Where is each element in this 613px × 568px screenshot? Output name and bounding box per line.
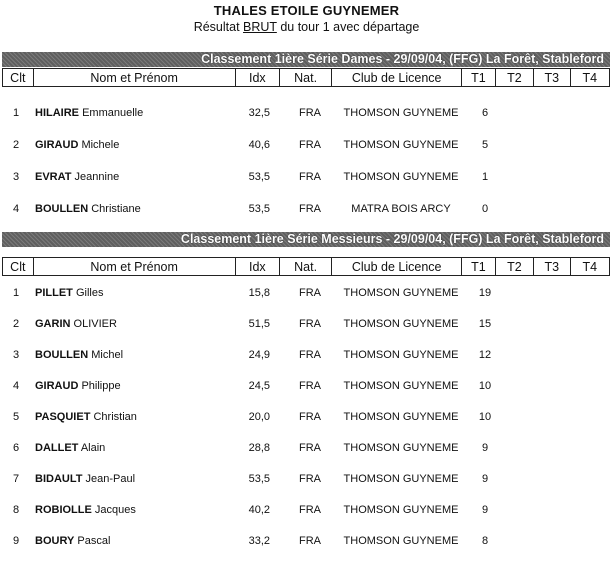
first-name: Christiane [91,203,141,215]
col-nat: Nat. [279,258,331,276]
subtitle-suffix: du tour 1 avec départage [276,20,420,34]
rank: 4 [12,203,20,215]
player-name [35,535,235,547]
table-row [0,380,613,410]
table-row [0,318,613,348]
index: 51,5 [248,318,270,330]
rank: 7 [12,473,20,485]
nationality: FRA [299,287,321,299]
table-row [0,473,613,503]
nationality: FRA [299,535,321,547]
table-row [0,287,613,317]
col-clt: Clt [3,69,34,87]
club: THOMSON GUYNEME [343,380,459,392]
index: 24,5 [248,380,270,392]
nationality: FRA [299,349,321,361]
t1-score: 6 [481,107,489,119]
last-name: BOURY [35,535,75,547]
nationality: FRA [299,473,321,485]
page-title: THALES ETOILE GUYNEMER [213,3,400,18]
nationality: FRA [299,504,321,516]
t1-score: 0 [481,203,489,215]
rank: 2 [12,318,20,330]
player-name [35,318,235,330]
first-name: Michel [91,349,124,361]
index: 33,2 [248,535,270,547]
table-row [0,535,613,565]
t1-score: 5 [481,139,489,151]
col-nat: Nat. [279,69,331,87]
club: THOMSON GUYNEME [343,318,459,330]
col-t4: T4 [570,258,609,276]
t1-score: 1 [481,171,489,183]
col-t3: T3 [534,258,570,276]
nationality: FRA [299,203,321,215]
index: 24,9 [248,349,270,361]
col-club: Club de Licence [332,69,462,87]
player-name [35,411,235,423]
col-clt: Clt [3,258,34,276]
rank: 1 [12,287,20,299]
first-name: Alain [80,442,106,454]
index: 20,0 [248,411,270,423]
last-name: BOULLEN [35,203,89,215]
player-name [35,504,235,516]
last-name: PILLET [35,287,73,299]
index: 28,8 [248,442,270,454]
t1-score: 10 [478,380,492,392]
col-club: Club de Licence [332,258,462,276]
index: 53,5 [248,473,270,485]
player-name [35,203,235,215]
last-name: HILAIRE [35,107,79,119]
player-name [35,380,235,392]
dames-banner: Classement 1ière Série Dames - 29/09/04, (FFG) La Forêt, Stableford [2,52,610,67]
first-name: Jeannine [74,171,120,183]
last-name: GIRAUD [35,139,79,151]
club: THOMSON GUYNEME [343,349,459,361]
index: 15,8 [248,287,270,299]
last-name: ROBIOLLE [35,504,92,516]
col-idx: Idx [235,258,279,276]
t1-score: 9 [481,504,489,516]
col-idx: Idx [235,69,279,87]
col-t1: T1 [462,258,496,276]
last-name: GIRAUD [35,380,79,392]
player-name [35,349,235,361]
rank: 4 [12,380,20,392]
nationality: FRA [299,380,321,392]
first-name: Philippe [81,380,121,392]
t1-score: 15 [478,318,492,330]
index: 53,5 [248,171,270,183]
first-name: Gilles [75,287,104,299]
index: 32,5 [248,107,270,119]
last-name: EVRAT [35,171,72,183]
nationality: FRA [299,411,321,423]
subtitle-prefix: Résultat [193,20,244,34]
table-row [0,107,613,137]
table-row [0,349,613,379]
rank: 6 [12,442,20,454]
player-name [35,287,235,299]
club: THOMSON GUYNEME [343,171,459,183]
rank: 2 [12,139,20,151]
first-name: Michele [81,139,120,151]
first-name: Jacques [94,504,136,516]
subtitle-brut: BRUT [243,20,277,34]
col-t3: T3 [534,69,570,87]
messieurs-header-row [2,257,610,276]
player-name [35,139,235,151]
club: THOMSON GUYNEME [343,287,459,299]
club: THOMSON GUYNEME [343,442,459,454]
col-t4: T4 [570,69,609,87]
player-name [35,473,235,485]
last-name: PASQUIET [35,411,91,423]
page-subtitle [0,20,613,34]
index: 53,5 [248,203,270,215]
first-name: Christian [93,411,137,423]
rank: 5 [12,411,20,423]
nationality: FRA [299,171,321,183]
last-name: GARIN [35,318,71,330]
last-name: DALLET [35,442,79,454]
table-row [0,139,613,169]
t1-score: 19 [478,287,492,299]
first-name: Pascal [77,535,111,547]
table-row [0,203,613,233]
index: 40,2 [248,504,270,516]
nationality: FRA [299,107,321,119]
col-t2: T2 [495,69,533,87]
col-name: Nom et Prénom [33,69,235,87]
club: THOMSON GUYNEME [343,411,459,423]
rank: 9 [12,535,20,547]
first-name: OLIVIER [73,318,117,330]
last-name: BOULLEN [35,349,89,361]
t1-score: 10 [478,411,492,423]
messieurs-banner: Classement 1ière Série Messieurs - 29/09/04, (FFG) La Forêt, Stableford [2,232,610,247]
index: 40,6 [248,139,270,151]
player-name [35,107,235,119]
club: THOMSON GUYNEME [343,139,459,151]
nationality: FRA [299,139,321,151]
table-row [0,504,613,534]
last-name: BIDAULT [35,473,83,485]
club: THOMSON GUYNEME [343,107,459,119]
rank: 8 [12,504,20,516]
player-name [35,171,235,183]
col-t1: T1 [462,69,496,87]
rank: 1 [12,107,20,119]
rank: 3 [12,349,20,361]
t1-score: 9 [481,442,489,454]
col-t2: T2 [495,258,533,276]
table-row [0,411,613,441]
rank: 3 [12,171,20,183]
first-name: Emmanuelle [82,107,144,119]
nationality: FRA [299,442,321,454]
t1-score: 8 [481,535,489,547]
player-name [35,442,235,454]
col-name: Nom et Prénom [33,258,235,276]
club: MATRA BOIS ARCY [351,203,451,215]
table-row [0,442,613,472]
club: THOMSON GUYNEME [343,504,459,516]
t1-score: 9 [481,473,489,485]
dames-header-row [2,68,610,87]
club: THOMSON GUYNEME [343,473,459,485]
table-row [0,171,613,201]
t1-score: 12 [478,349,492,361]
first-name: Jean-Paul [85,473,136,485]
nationality: FRA [299,318,321,330]
club: THOMSON GUYNEME [343,535,459,547]
